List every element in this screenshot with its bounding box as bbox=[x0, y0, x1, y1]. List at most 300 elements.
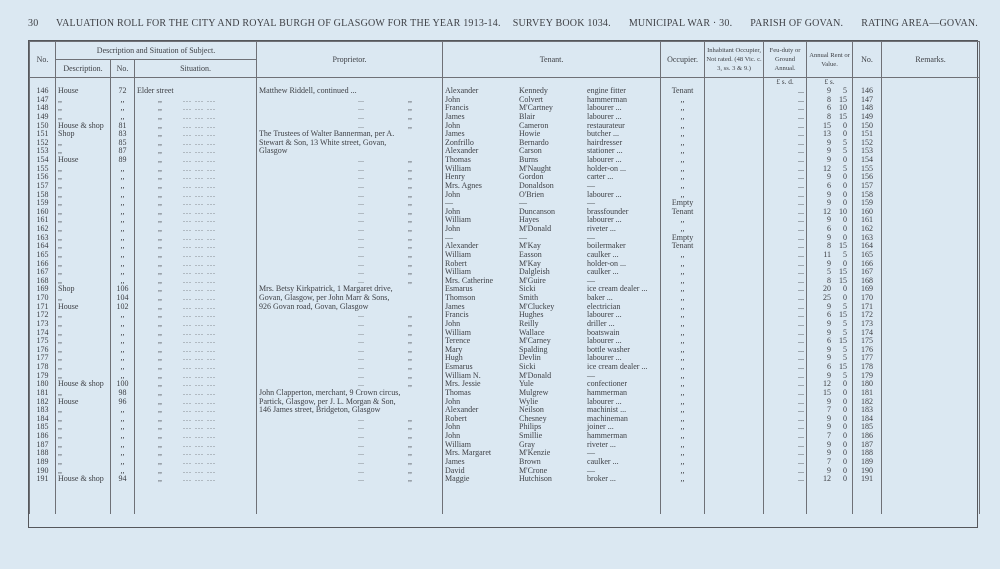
feu-duty: ... bbox=[764, 216, 807, 225]
subject-description: ,, bbox=[56, 372, 111, 381]
tenant-cell bbox=[443, 303, 661, 312]
subject-description: ,, bbox=[56, 389, 111, 398]
tenant-occupation: labourer ... bbox=[587, 311, 622, 320]
table-row bbox=[30, 104, 980, 113]
feu-duty: ... bbox=[764, 475, 807, 484]
rent-pounds: 9 bbox=[827, 449, 832, 458]
leader-dots: ... ... ... bbox=[183, 345, 216, 354]
leader-dots: ... ... ... bbox=[183, 328, 216, 337]
rent-shillings: 0 bbox=[843, 406, 848, 415]
proprietor-cell bbox=[257, 346, 443, 355]
remarks bbox=[882, 165, 980, 174]
street-number: ,, bbox=[111, 467, 135, 476]
leader-dots: ... ... ... bbox=[183, 147, 216, 156]
leader-dots: ... ... ... bbox=[183, 337, 216, 346]
inhabitant-occupier bbox=[705, 182, 764, 191]
rent-shillings: 0 bbox=[843, 156, 848, 164]
municipal-ward: MUNICIPAL WAR · 30. bbox=[628, 18, 733, 29]
street-number: ,, bbox=[111, 251, 135, 260]
situation: ,, bbox=[158, 181, 162, 190]
remarks bbox=[882, 251, 980, 260]
tenant-cell bbox=[443, 475, 661, 484]
table-row bbox=[30, 458, 980, 467]
tenant-cell bbox=[443, 415, 661, 424]
remarks bbox=[882, 449, 980, 458]
table-row bbox=[30, 346, 980, 355]
rent-shillings: 15 bbox=[839, 337, 848, 346]
street-number: ,, bbox=[111, 423, 135, 432]
proprietor: 146 James street, Bridgeton, Glasgow bbox=[259, 406, 381, 415]
rent-shillings: 0 bbox=[843, 475, 848, 484]
proprietor: ... bbox=[358, 354, 365, 363]
situation-cell bbox=[135, 104, 257, 113]
tenant-surname: Philips bbox=[519, 423, 542, 432]
row-number: 188 bbox=[30, 449, 56, 458]
subject-description: ,, bbox=[56, 467, 111, 476]
proprietor-cell bbox=[257, 398, 443, 407]
feu-duty: ... bbox=[764, 449, 807, 458]
tenant-forename: William bbox=[445, 440, 471, 449]
row-number: 182 bbox=[30, 398, 56, 407]
tenant-occupation: hammerman bbox=[587, 388, 628, 397]
annual-rent bbox=[807, 173, 853, 182]
feu-duty: ... bbox=[764, 432, 807, 441]
table-row bbox=[30, 234, 980, 243]
street-number: ,, bbox=[111, 182, 135, 191]
row-number-right: 175 bbox=[853, 337, 882, 346]
situation: ,, bbox=[158, 466, 162, 475]
occupier: Tenant bbox=[661, 242, 705, 251]
proprietor-ditto: ,, bbox=[408, 414, 413, 423]
annual-rent bbox=[807, 415, 853, 424]
inhabitant-occupier bbox=[705, 242, 764, 251]
tenant-cell bbox=[443, 277, 661, 286]
feu-duty: ... bbox=[764, 139, 807, 148]
tenant-occupation: stationer ... bbox=[587, 147, 623, 156]
row-number-right: 158 bbox=[853, 191, 882, 200]
currency-row bbox=[30, 78, 980, 88]
tenant-cell bbox=[443, 208, 661, 217]
table-row bbox=[30, 475, 980, 484]
proprietor: Matthew Riddell, continued ... bbox=[259, 87, 357, 95]
subject-description: House bbox=[56, 156, 111, 165]
annual-rent bbox=[807, 354, 853, 363]
inhabitant-occupier bbox=[705, 199, 764, 208]
tenant-forename: John bbox=[445, 95, 461, 104]
tenant-surname: Smith bbox=[519, 294, 539, 302]
feu-duty: ... bbox=[764, 199, 807, 208]
proprietor-ditto: ,, bbox=[408, 311, 413, 320]
tenant-surname: Hayes bbox=[519, 216, 540, 225]
table-row bbox=[30, 363, 980, 372]
tenant-cell bbox=[443, 182, 661, 191]
subject-description: ,, bbox=[56, 216, 111, 225]
row-number: 166 bbox=[30, 260, 56, 269]
annual-rent bbox=[807, 277, 853, 286]
col-situation: Situation. bbox=[135, 60, 257, 78]
tenant-forename: William bbox=[445, 164, 471, 173]
row-number: 158 bbox=[30, 191, 56, 200]
annual-rent bbox=[807, 372, 853, 381]
leader-dots: ... ... ... bbox=[183, 294, 216, 302]
tenant-cell bbox=[443, 96, 661, 105]
feu-duty: ... bbox=[764, 363, 807, 372]
tenant-cell bbox=[443, 216, 661, 225]
row-number-right: 187 bbox=[853, 441, 882, 450]
tenant-occupation: restaurateur bbox=[587, 121, 625, 130]
col-feu-duty: Feu-duty or Ground Annual. bbox=[764, 42, 807, 78]
tenant-surname: — bbox=[519, 199, 528, 208]
annual-rent bbox=[807, 406, 853, 415]
inhabitant-occupier bbox=[705, 277, 764, 286]
tenant-forename: John bbox=[445, 121, 461, 130]
occupier: ,, bbox=[661, 260, 705, 269]
row-number-right: 157 bbox=[853, 182, 882, 191]
tenant-forename: Alexander bbox=[445, 242, 479, 251]
rent-shillings: 0 bbox=[843, 181, 848, 190]
subject-description: ,, bbox=[56, 441, 111, 450]
rent-pounds: 9 bbox=[827, 233, 832, 242]
leader-dots: ... ... ... bbox=[183, 388, 216, 397]
rent-shillings: 0 bbox=[843, 199, 848, 208]
remarks bbox=[882, 147, 980, 156]
proprietor-cell bbox=[257, 173, 443, 182]
feu-duty: ... bbox=[764, 303, 807, 312]
feu-duty: ... bbox=[764, 441, 807, 450]
subject-description: ,, bbox=[56, 165, 111, 174]
rent-pounds: 9 bbox=[827, 466, 832, 475]
tenant-surname: Sicki bbox=[519, 363, 536, 371]
proprietor: ... bbox=[358, 414, 365, 423]
annual-rent bbox=[807, 87, 853, 96]
leader-dots: ... ... ... bbox=[183, 112, 216, 121]
proprietor: ... bbox=[358, 164, 365, 173]
row-number: 168 bbox=[30, 277, 56, 286]
proprietor-ditto: ,, bbox=[408, 250, 413, 259]
tenant-forename: Mrs. Margaret bbox=[445, 449, 492, 458]
proprietor-ditto: ,, bbox=[408, 363, 413, 371]
row-number-right: 150 bbox=[853, 122, 882, 131]
inhabitant-occupier bbox=[705, 363, 764, 372]
situation-cell bbox=[135, 432, 257, 441]
row-number-right: 164 bbox=[853, 242, 882, 251]
proprietor-cell bbox=[257, 423, 443, 432]
situation: ,, bbox=[158, 95, 162, 104]
occupier: ,, bbox=[661, 147, 705, 156]
subject-description: ,, bbox=[56, 191, 111, 200]
proprietor-cell bbox=[257, 182, 443, 191]
rent-pounds: 6 bbox=[827, 181, 832, 190]
tenant-forename: Maggie bbox=[445, 475, 470, 484]
proprietor: ... bbox=[358, 199, 365, 208]
tenant-occupation: labourer ... bbox=[587, 156, 622, 164]
subject-description: ,, bbox=[56, 113, 111, 122]
tenant-forename: James bbox=[445, 457, 465, 466]
tenant-occupation: electrician bbox=[587, 302, 621, 311]
rent-shillings: 0 bbox=[843, 414, 848, 423]
table-row bbox=[30, 372, 980, 381]
occupier: ,, bbox=[661, 337, 705, 346]
annual-rent bbox=[807, 449, 853, 458]
situation: ,, bbox=[158, 440, 162, 449]
annual-rent bbox=[807, 216, 853, 225]
proprietor: Stewart & Son, 13 White street, Govan, bbox=[259, 138, 387, 147]
tenant-occupation: holder-on ... bbox=[587, 259, 626, 268]
remarks bbox=[882, 268, 980, 277]
feu-duty: ... bbox=[764, 458, 807, 467]
tenant-occupation: hammerman bbox=[587, 432, 628, 440]
feu-duty: ... bbox=[764, 242, 807, 251]
inhabitant-occupier bbox=[705, 234, 764, 243]
proprietor-cell bbox=[257, 441, 443, 450]
row-number-right: 182 bbox=[853, 398, 882, 407]
situation: ,, bbox=[158, 475, 162, 484]
leader-dots: ... ... ... bbox=[183, 130, 216, 139]
feu-duty: ... bbox=[764, 372, 807, 381]
situation-cell bbox=[135, 285, 257, 294]
situation: ,, bbox=[158, 294, 162, 302]
row-number: 146 bbox=[30, 87, 56, 96]
remarks bbox=[882, 156, 980, 165]
annual-rent bbox=[807, 260, 853, 269]
row-number: 165 bbox=[30, 251, 56, 260]
leader-dots: ... ... ... bbox=[183, 319, 216, 328]
tenant-occupation: hairdresser bbox=[587, 138, 623, 147]
feu-duty: ... bbox=[764, 380, 807, 389]
tenant-cell bbox=[443, 458, 661, 467]
col-description-group: Description and Situation of Subject. bbox=[56, 42, 257, 60]
leader-dots: ... ... ... bbox=[183, 121, 216, 130]
situation-cell bbox=[135, 415, 257, 424]
tenant-occupation: — bbox=[587, 199, 596, 208]
rent-pounds: 12 bbox=[823, 475, 832, 484]
occupier: ,, bbox=[661, 441, 705, 450]
rent-shillings: 0 bbox=[843, 457, 848, 466]
tenant-cell bbox=[443, 311, 661, 320]
leader-dots: ... ... ... bbox=[183, 285, 216, 294]
situation: ,, bbox=[158, 371, 162, 380]
tenant-forename: James bbox=[445, 302, 465, 311]
feu-duty: ... bbox=[764, 208, 807, 217]
proprietor-cell bbox=[257, 122, 443, 131]
inhabitant-occupier bbox=[705, 337, 764, 346]
tenant-occupation: — bbox=[587, 371, 596, 380]
feu-duty: ... bbox=[764, 329, 807, 338]
occupier: ,, bbox=[661, 380, 705, 389]
tenant-occupation: bottle washer bbox=[587, 345, 630, 354]
leader-dots: ... ... ... bbox=[183, 199, 216, 208]
tenant-occupation: baker ... bbox=[587, 294, 613, 302]
tenant-cell bbox=[443, 432, 661, 441]
subject-description: ,, bbox=[56, 242, 111, 251]
feu-duty: ... bbox=[764, 191, 807, 200]
leader-dots: ... ... ... bbox=[183, 250, 216, 259]
rent-shillings: 15 bbox=[839, 242, 848, 251]
subject-description: ,, bbox=[56, 251, 111, 260]
situation: ,, bbox=[158, 190, 162, 199]
subject-description: ,, bbox=[56, 268, 111, 277]
situation: ,, bbox=[158, 216, 162, 225]
leader-dots: ... ... ... bbox=[183, 138, 216, 147]
table-row bbox=[30, 208, 980, 217]
tenant-forename: — bbox=[445, 233, 454, 242]
subject-description: ,, bbox=[56, 225, 111, 234]
situation-cell bbox=[135, 130, 257, 139]
tenant-occupation: ice cream dealer ... bbox=[587, 363, 648, 371]
proprietor-cell bbox=[257, 363, 443, 372]
rent-pounds: 9 bbox=[827, 414, 832, 423]
rent-shillings: 5 bbox=[843, 87, 848, 95]
subject-description: ,, bbox=[56, 199, 111, 208]
street-number: ,, bbox=[111, 311, 135, 320]
inhabitant-occupier bbox=[705, 156, 764, 165]
rent-shillings: 15 bbox=[839, 112, 848, 121]
proprietor-ditto: ,, bbox=[408, 423, 413, 432]
inhabitant-occupier bbox=[705, 423, 764, 432]
tenant-occupation: riveter ... bbox=[587, 440, 616, 449]
feu-duty: ... bbox=[764, 320, 807, 329]
situation-cell bbox=[135, 354, 257, 363]
proprietor-cell bbox=[257, 354, 443, 363]
occupier: ,, bbox=[661, 104, 705, 113]
tenant-surname: Kennedy bbox=[519, 87, 548, 95]
situation-cell bbox=[135, 234, 257, 243]
feu-duty: ... bbox=[764, 277, 807, 286]
rent-shillings: 15 bbox=[839, 363, 848, 371]
situation: ,, bbox=[158, 138, 162, 147]
proprietor-cell bbox=[257, 432, 443, 441]
leader-dots: ... ... ... bbox=[183, 354, 216, 363]
leader-dots: ... ... ... bbox=[183, 95, 216, 104]
street-number: ,, bbox=[111, 441, 135, 450]
proprietor-cell bbox=[257, 372, 443, 381]
occupier: ,, bbox=[661, 277, 705, 286]
tenant-occupation: joiner ... bbox=[587, 423, 614, 432]
tenant-occupation: — bbox=[587, 181, 596, 190]
proprietor-cell bbox=[257, 147, 443, 156]
table-row bbox=[30, 389, 980, 398]
leader-dots: ... ... ... bbox=[183, 475, 216, 484]
proprietor-cell bbox=[257, 458, 443, 467]
leader-dots: ... ... ... bbox=[183, 363, 216, 371]
subject-description: ,, bbox=[56, 96, 111, 105]
feu-duty: ... bbox=[764, 285, 807, 294]
remarks bbox=[882, 285, 980, 294]
table-header bbox=[30, 42, 980, 78]
tenant-forename: Hugh bbox=[445, 354, 463, 363]
rent-shillings: 0 bbox=[843, 233, 848, 242]
row-number-right: 169 bbox=[853, 285, 882, 294]
situation-cell bbox=[135, 441, 257, 450]
annual-rent bbox=[807, 182, 853, 191]
table-row bbox=[30, 398, 980, 407]
proprietor-cell bbox=[257, 96, 443, 105]
occupier: ,, bbox=[661, 96, 705, 105]
proprietor-cell bbox=[257, 337, 443, 346]
col-remarks: Remarks. bbox=[882, 42, 980, 78]
situation: ,, bbox=[158, 380, 162, 389]
subject-description: Shop bbox=[56, 285, 111, 294]
occupier: ,, bbox=[661, 216, 705, 225]
tenant-occupation: labourer ... bbox=[587, 337, 622, 346]
situation-cell bbox=[135, 303, 257, 312]
proprietor-cell bbox=[257, 242, 443, 251]
occupier: ,, bbox=[661, 303, 705, 312]
occupier: Empty bbox=[661, 199, 705, 208]
proprietor-cell bbox=[257, 294, 443, 303]
page-number: 30 bbox=[28, 18, 39, 29]
proprietor-cell bbox=[257, 303, 443, 312]
rent-shillings: 5 bbox=[843, 345, 848, 354]
proprietor: ... bbox=[358, 207, 365, 216]
row-number: 180 bbox=[30, 380, 56, 389]
proprietor: ... bbox=[358, 250, 365, 259]
inhabitant-occupier bbox=[705, 113, 764, 122]
row-number: 179 bbox=[30, 372, 56, 381]
col-inhabitant-occupier: Inhabitant Occupier, Not rated. (48 Vic. c. 3, ss. 3 & 9.) bbox=[705, 42, 764, 78]
table-row bbox=[30, 303, 980, 312]
situation: ,, bbox=[158, 233, 162, 242]
remarks bbox=[882, 423, 980, 432]
annual-rent bbox=[807, 346, 853, 355]
tenant-surname: Gray bbox=[519, 440, 536, 449]
tenant-cell bbox=[443, 139, 661, 148]
occupier: ,, bbox=[661, 320, 705, 329]
tenant-occupation: labourer ... bbox=[587, 397, 622, 406]
ledger-frame bbox=[28, 40, 978, 528]
proprietor: ... bbox=[358, 466, 365, 475]
proprietor: ... bbox=[358, 181, 365, 190]
street-number: ,, bbox=[111, 346, 135, 355]
row-number: 172 bbox=[30, 311, 56, 320]
subject-description: House bbox=[56, 87, 111, 96]
inhabitant-occupier bbox=[705, 458, 764, 467]
proprietor-ditto: ,, bbox=[408, 337, 413, 346]
leader-dots: ... ... ... bbox=[183, 216, 216, 225]
table-row bbox=[30, 191, 980, 200]
leader-dots: ... ... ... bbox=[183, 302, 216, 311]
proprietor-cell bbox=[257, 130, 443, 139]
rent-pounds: 9 bbox=[827, 371, 832, 380]
inhabitant-occupier bbox=[705, 346, 764, 355]
tenant-occupation: — bbox=[587, 466, 596, 475]
annual-rent bbox=[807, 139, 853, 148]
feu-duty: ... bbox=[764, 147, 807, 156]
proprietor-cell bbox=[257, 260, 443, 269]
row-number-right: 146 bbox=[853, 87, 882, 96]
tenant-surname: M'Carney bbox=[519, 337, 551, 346]
tenant-surname: Cameron bbox=[519, 121, 549, 130]
proprietor-ditto: ,, bbox=[408, 95, 413, 104]
valuation-table bbox=[29, 41, 980, 514]
row-number: 174 bbox=[30, 329, 56, 338]
tenant-occupation: — bbox=[587, 233, 596, 242]
tenant-surname: Donaldson bbox=[519, 181, 554, 190]
leader-dots: ... ... ... bbox=[183, 380, 216, 389]
leader-dots: ... ... ... bbox=[183, 449, 216, 458]
annual-rent bbox=[807, 441, 853, 450]
tenant-occupation: broker ... bbox=[587, 475, 616, 484]
tenant-forename: Thomas bbox=[445, 156, 471, 164]
street-number: ,, bbox=[111, 96, 135, 105]
feu-duty: ... bbox=[764, 113, 807, 122]
tenant-surname: Gordon bbox=[519, 173, 544, 182]
occupier: ,, bbox=[661, 346, 705, 355]
tenant-cell bbox=[443, 251, 661, 260]
street-number: ,, bbox=[111, 277, 135, 286]
rent-pounds: 6 bbox=[827, 311, 832, 320]
proprietor-ditto: ,, bbox=[408, 449, 413, 458]
